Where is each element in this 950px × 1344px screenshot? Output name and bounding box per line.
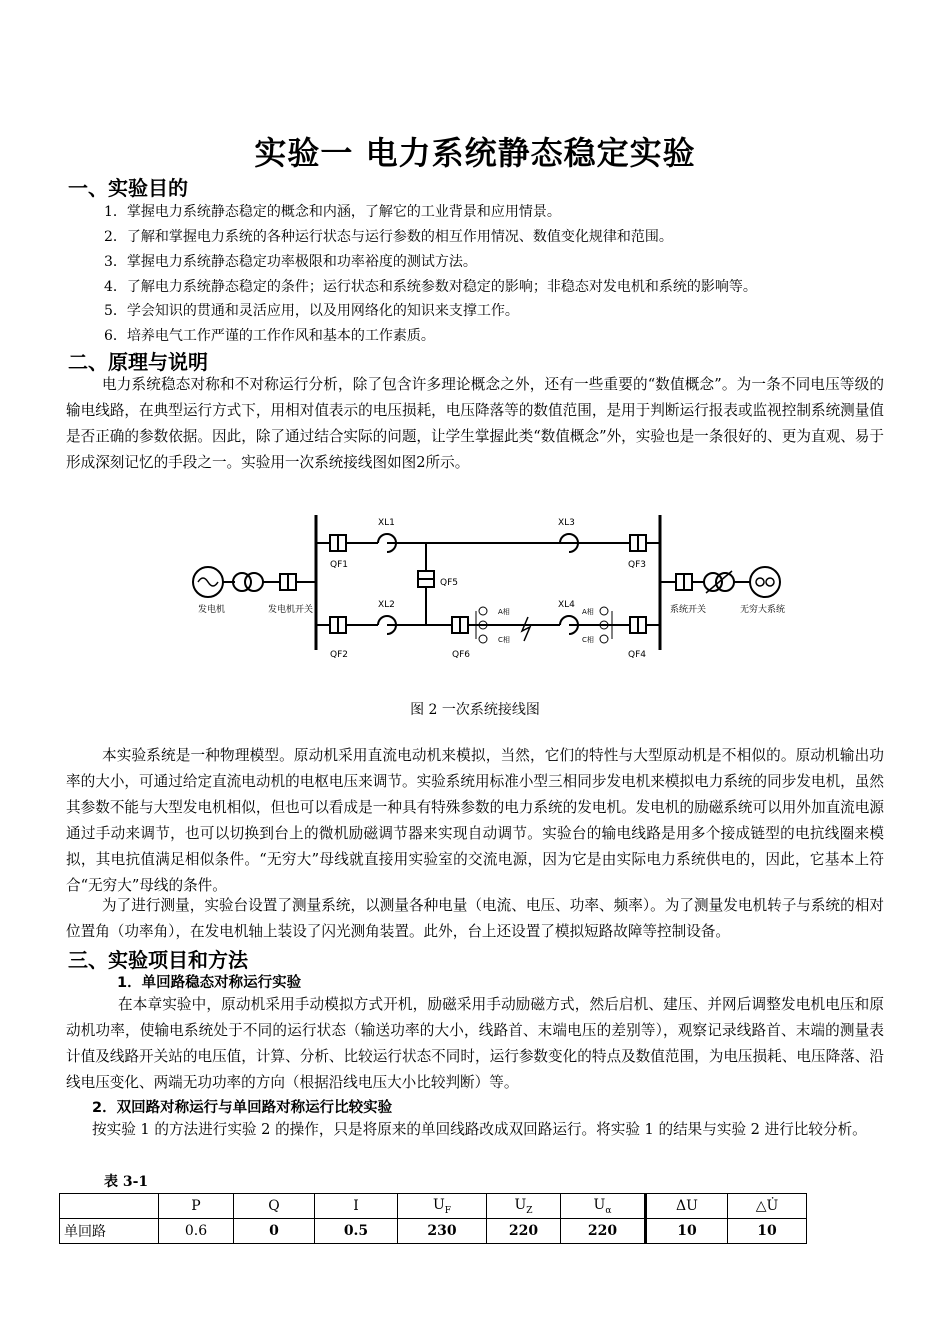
item1-paragraph: 在本章实验中，原动机采用手动模拟方式开机，励磁采用手动励磁方式，然后启机、建压、并网后调整发电机电压和原动机功率，使输电系统处于不同的运行状态（输送功率的大小，线路首、末端电压的差别等），观察记录线路首、末端的测量表计值及线路开关站的电压值，计算、分析、比较运行状态不同时，运行参数变化的特点及数值范围，为电压损耗、电压降落、沿线电压变化、两端无功功率的方向（根据沿线电压大小比较判断）等。 xyxy=(66,996,884,1091)
svg-text:XL1: XL1 xyxy=(378,518,395,528)
col-du: ΔU xyxy=(646,1194,728,1219)
col-ua: $U_\alpha$ xyxy=(561,1194,646,1219)
svg-text:C相: C相 xyxy=(582,636,594,644)
infinite-bus-icon xyxy=(750,567,780,597)
breaker-qf1 xyxy=(330,535,338,551)
col-uz: $U_Z$ xyxy=(487,1194,561,1219)
objective-item: 6．培养电气工作严谨的工作作风和基本的工作素质。 xyxy=(104,328,435,344)
col-p: P xyxy=(159,1194,234,1219)
svg-text:QF4: QF4 xyxy=(628,650,646,660)
svg-text:C相: C相 xyxy=(498,636,510,644)
single-line-diagram xyxy=(180,505,800,675)
gen-switch-label: 发电机开关 xyxy=(268,605,314,615)
section-heading-principle: 二、原理与说明 xyxy=(68,350,208,374)
svg-text:QF5: QF5 xyxy=(440,578,458,588)
svg-text:XL2: XL2 xyxy=(378,600,395,610)
svg-text:XL4: XL4 xyxy=(558,600,575,610)
item2-paragraph: 按实验 1 的方法进行实验 2 的操作，只是将原来的单回线路改成双回路运行。将实验 1 的结果与实验 2 进行比较分析。 xyxy=(92,1121,867,1138)
breaker-qf6 xyxy=(452,617,460,633)
data-table xyxy=(59,1193,807,1244)
table-header-row xyxy=(60,1194,807,1219)
col-du2: △U̇ xyxy=(728,1194,807,1219)
breaker-qf3 xyxy=(630,535,638,551)
measure-paragraph: 为了进行测量，实验台设置了测量系统，以测量各种电量（电流、电压、功率、频率）。为了测量发电机转子与系统的相对位置角（功率角），在发电机轴上装设了闪光测角装置。此外，台上还设置了模拟短路故障等控制设备。 xyxy=(66,897,884,940)
objective-item: 5．学会知识的贯通和灵活应用，以及用网络化的知识来支撑工作。 xyxy=(104,303,519,319)
svg-text:A相: A相 xyxy=(582,608,594,616)
svg-text:A相: A相 xyxy=(498,608,510,616)
item2-heading: 2．双回路对称运行与单回路对称运行比较实验 xyxy=(92,1100,393,1116)
objective-item: 2．了解和掌握电力系统的各种运行状态与运行参数的相互作用情况、数值变化规律和范围。 xyxy=(104,229,673,245)
inf-bus-label: 无穷大系统 xyxy=(740,605,786,615)
objective-item: 3．掌握电力系统静态稳定功率极限和功率裕度的测试方法。 xyxy=(104,254,477,270)
table-row: 单回路 0.6 0 0.5 230 220 220 10 10 xyxy=(60,1219,807,1244)
generator-label: 发电机 xyxy=(198,605,226,615)
principle-paragraph: 电力系统稳态对称和不对称运行分析，除了包含许多理论概念之外，还有一些重要的“数值概念”。为一条不同电压等级的输电线路，在典型运行方式下，用相对值表示的电压损耗，电压降落等的数值范围，是用于判断运行报表或监视控制系统测量值是否正确的参数依据。因此，除了通过结合实际的问题，让学生掌握此类“数值概念”外，实验也是一条很好的、更为直观、易于形成深刻记忆的手段之一。实验用一次系统接线图如图2所示。 xyxy=(66,376,884,471)
svg-text:QF6: QF6 xyxy=(452,650,470,660)
svg-text:XL3: XL3 xyxy=(558,518,575,528)
svg-text:QF3: QF3 xyxy=(628,560,646,570)
table-label: 表 3-1 xyxy=(104,1174,149,1190)
sys-switch-label: 系统开关 xyxy=(670,605,707,615)
svg-text:QF1: QF1 xyxy=(330,560,348,570)
col-q: Q xyxy=(234,1194,315,1219)
objective-item: 4．了解电力系统静态稳定的条件；运行状态和系统参数对稳定的影响；非稳态对发电机和系统的影响等。 xyxy=(104,279,757,295)
breaker-qf4 xyxy=(630,617,638,633)
breaker-qf5 xyxy=(418,571,434,579)
col-i: I xyxy=(315,1194,398,1219)
model-paragraph: 本实验系统是一种物理模型。原动机采用直流电动机来模拟，当然，它们的特性与大型原动机是不相似的。原动机输出功率的大小，可通过给定直流电动机的电枢电压来调节。实验系统用标准小型三相同步发电机来模拟电力系统的同步发电机，虽然其参数不能与大型发电机相似，但也可以看成是一种具有特殊参数的电力系统的发电机。发电机的励磁系统可以用外加直流电源通过手动来调节，也可以切换到台上的微机励磁调节器来实现自动调节。实验台的输电线路是用多个接成链型的电抗线圈来模拟，其电抗值满足相似条件。“无穷大”母线就直接用实验室的交流电源，因为它是由实际电力系统供电的，因此，它基本上符合“无穷大”母线的条件。 xyxy=(66,747,884,894)
fault-icon xyxy=(522,617,530,641)
indicator-lamp xyxy=(479,607,487,615)
breaker-qf2 xyxy=(330,617,338,633)
page-title: 实验一 电力系统静态稳定实验 xyxy=(254,134,696,172)
objective-item: 1．掌握电力系统静态稳定的概念和内涵，了解它的工业背景和应用情景。 xyxy=(104,204,561,220)
col-uf: $U_F$ xyxy=(398,1194,487,1219)
figure-caption: 图 2 一次系统接线图 xyxy=(410,702,540,718)
svg-text:QF2: QF2 xyxy=(330,650,348,660)
section-heading-objectives: 一、实验目的 xyxy=(68,176,188,200)
item1-heading: 1．单回路稳态对称运行实验 xyxy=(117,975,302,991)
section-heading-methods: 三、实验项目和方法 xyxy=(68,948,248,972)
